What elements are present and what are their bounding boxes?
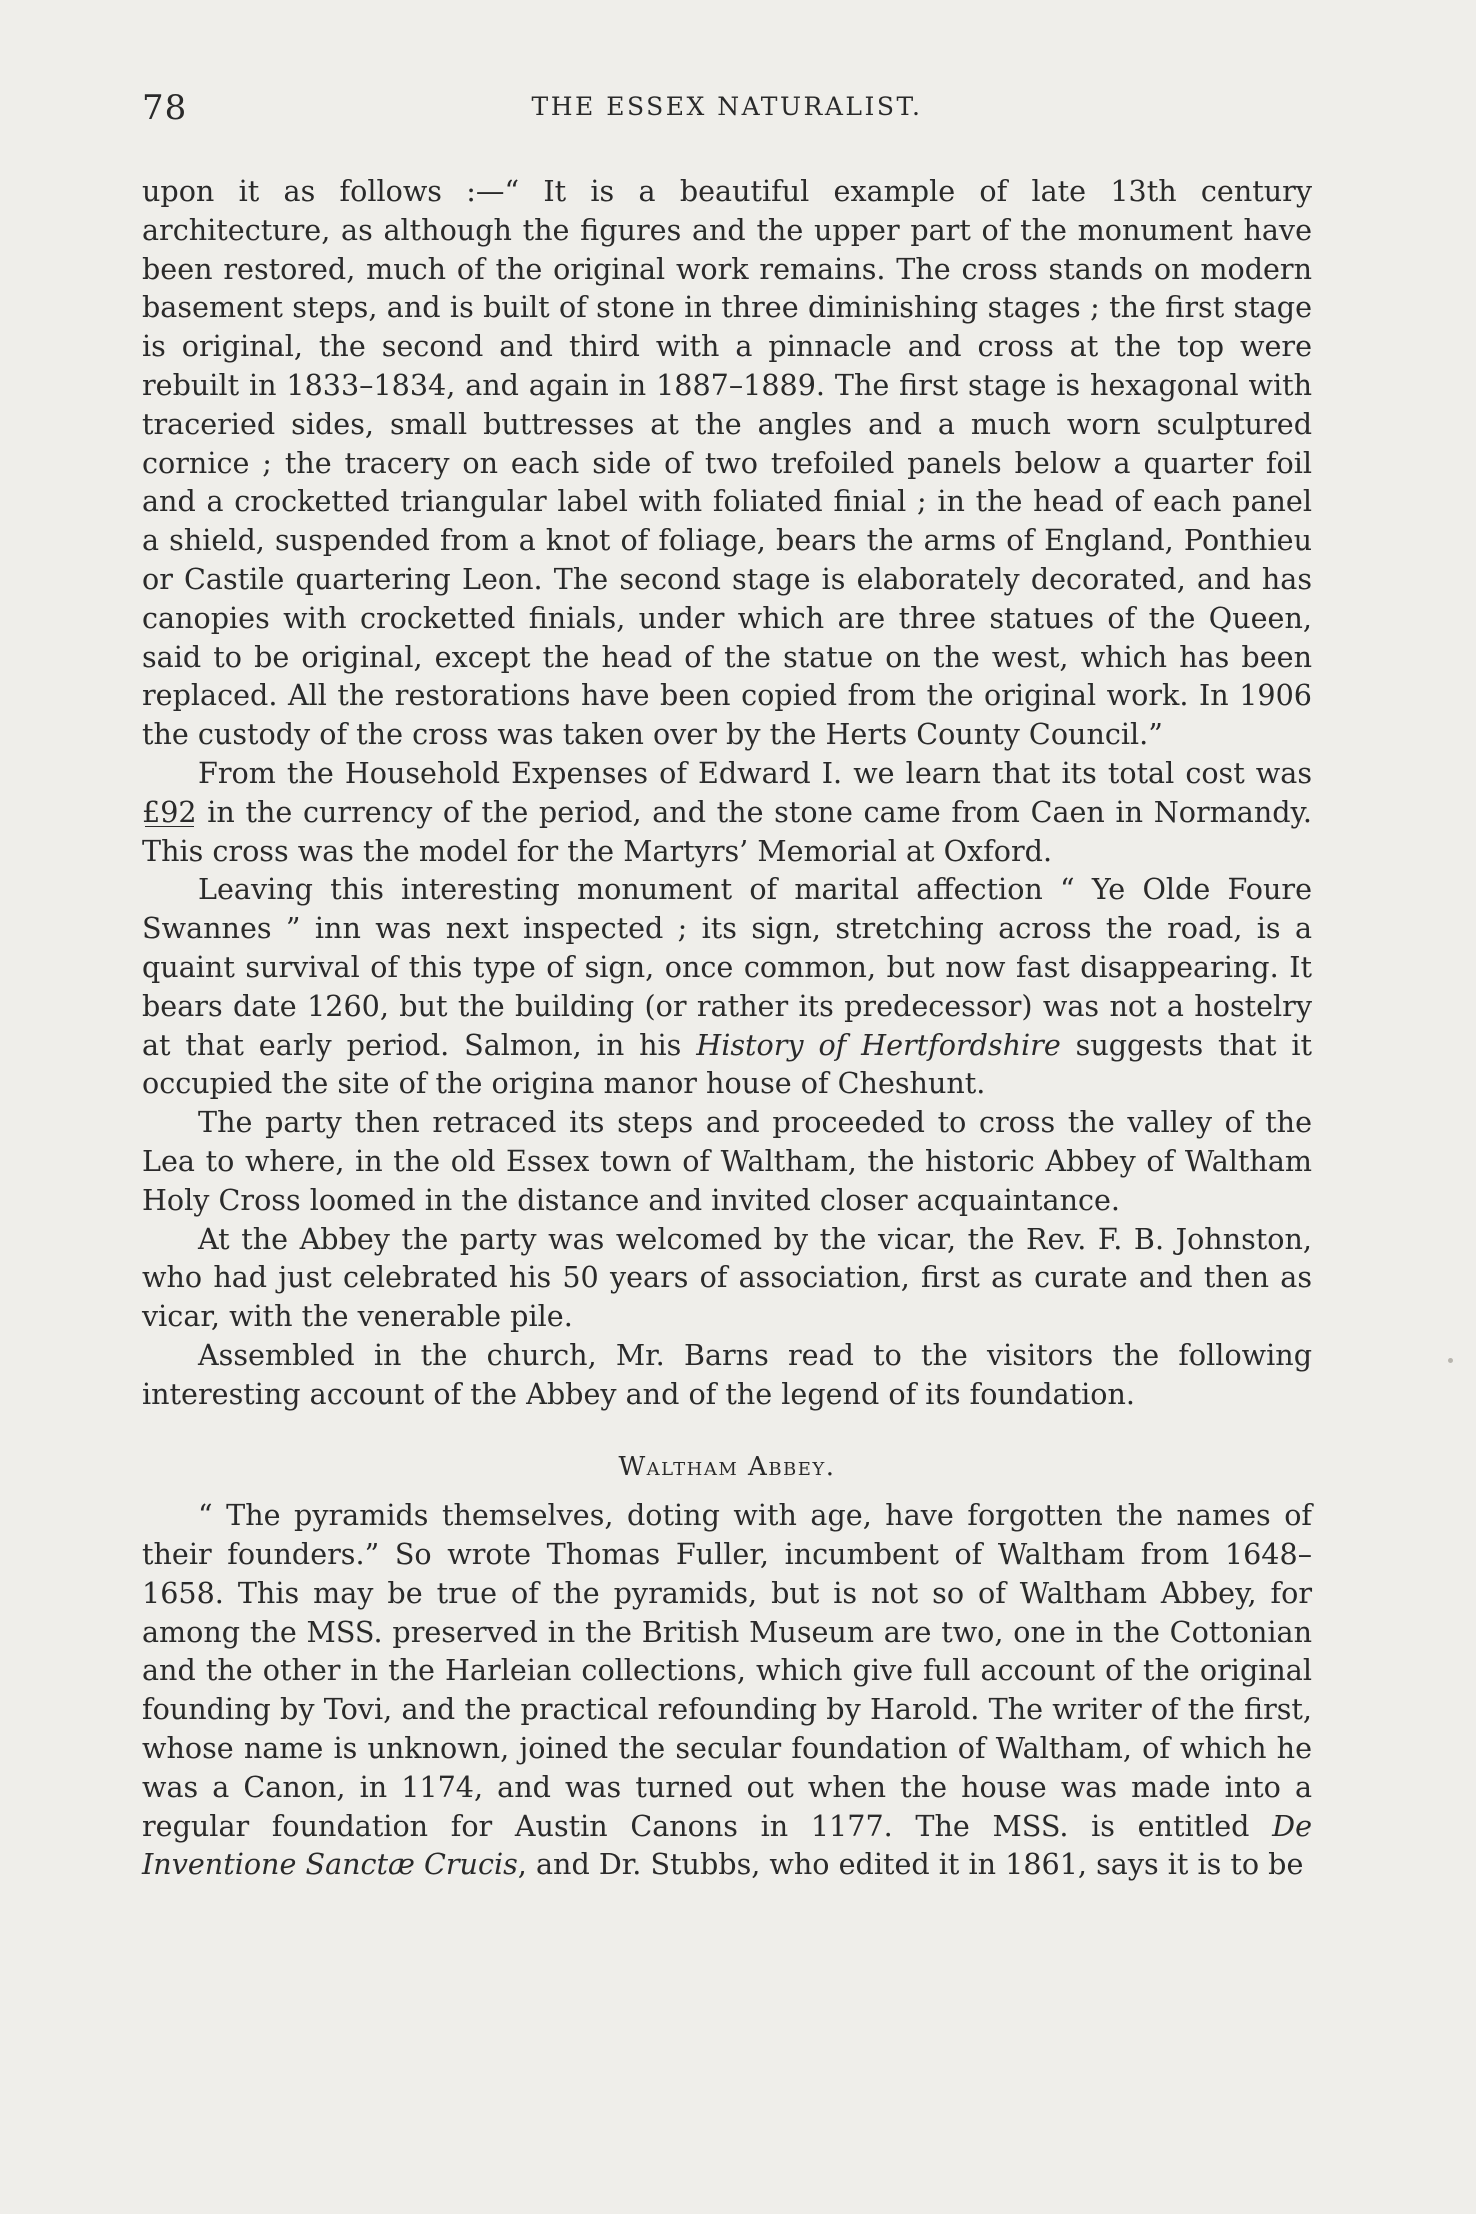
text-run: in the currency of the period, and the stone came from Caen in Normandy. This cross was the model for the Martyrs’ Memorial at Oxford. <box>142 794 1312 868</box>
page-number: 78 <box>142 88 188 128</box>
paragraph-valley-of-lea: The party then retraced its steps and proceeded to cross the valley of the Lea to where, in the old Essex town of Waltham, the historic Abbey of Waltham Holy Cross loomed in the distance and invited closer acquaintance. <box>142 1105 1312 1217</box>
text-run: suggests that it occupied the site of the origina manor house of Cheshunt. <box>142 1027 1312 1101</box>
journal-title: THE ESSEX NATURALIST. <box>531 92 923 121</box>
paragraph-cross-description: upon it as follows :—“ It is a beautiful example of late 13th century architecture, as although the figures and the upper part of the monument have been restored, much of the original work remains. The cross stands on modern basement steps, and is built of stone in three diminishing stages ; the first stage is original, the second and third with a pinnacle and cross at the top were rebuilt in 1833–1834, and again in 1887–1889. The first stage is hexagonal with traceried sides, small buttresses at the angles and a much worn sculptured cornice ; the tracery on each side of two trefoiled panels below a quarter foil and a crocketted triangular label with foliated finial ; in the head of each panel a shield, suspended from a knot of foliage, bears the arms of England, Ponthieu or Castile quartering Leon. The second stage is elaborately decorated, and has canopies with crocketted finials, under which are three statues of the Queen, said to be original, except the head of the statue on the west, which has been replaced. All the restorations have been copied from the original work. In 1906 the custody of the cross was taken over by the Herts County Council.” <box>142 174 1312 752</box>
cost-amount: £92 <box>142 794 197 829</box>
book-title-italic: History of Hertfordshire <box>696 1027 1061 1062</box>
paragraph-barns-reading: Assembled in the church, Mr. Barns read to the visitors the following interesting account of the Abbey and of the legend of its foundation. <box>142 1337 1312 1411</box>
text-run: , and Dr. Stubbs, who edited it in 1861, says it is to be <box>517 1847 1304 1882</box>
paragraph-vicar-welcome: At the Abbey the party was welcomed by the vicar, the Rev. F. B. Johnston, who had just celebrated his 50 years of association, first as curate and then as vicar, with the venerable pile. <box>142 1221 1312 1334</box>
running-head <box>142 88 1312 138</box>
text-run: “ The pyramids themselves, doting with age, have forgotten the names of their founders.” So wrote Thomas Fuller, incumbent of Waltham from 1648–1658. This may be true of the pyramids, but is not so of Waltham Abbey, for among the MSS. preserved in the British Museum are two, one in the Cottonian and the other in the Harleian collections, which give full account of the original founding by Tovi, and the practical refounding by Harold. The writer of the first, whose name is unknown, joined the secular foundation of Waltham, of which he was a Canon, in 1174, and was turned out when the house was made into a regular foundation for Austin Canons in 1177. The MSS. is entitled <box>142 1498 1312 1843</box>
paragraph-household-expenses <box>142 754 1312 870</box>
paragraph-four-swans-inn <box>142 870 1312 1103</box>
body-text <box>142 172 1312 1884</box>
paper-speck <box>1448 1358 1453 1363</box>
manuscript-title-italic: De Inventione Sanctæ Crucis <box>142 1808 1312 1882</box>
paragraph-pyramids <box>142 1496 1312 1884</box>
text-run: Leaving this interesting monument of marital affection “ Ye Olde Foure Swannes ” inn was next inspected ; its sign, stretching across the road, is a quaint survival of this type of sign, once common, but now fast disappearing. It bears date 1260, but the building (or rather its predecessor) was not a hostelry at that early period. Salmon, in his <box>142 872 1312 1062</box>
text-run: From the Household Expenses of Edward I. we learn that its total cost was <box>198 755 1312 790</box>
section-heading: Waltham Abbey. <box>618 1451 836 1482</box>
